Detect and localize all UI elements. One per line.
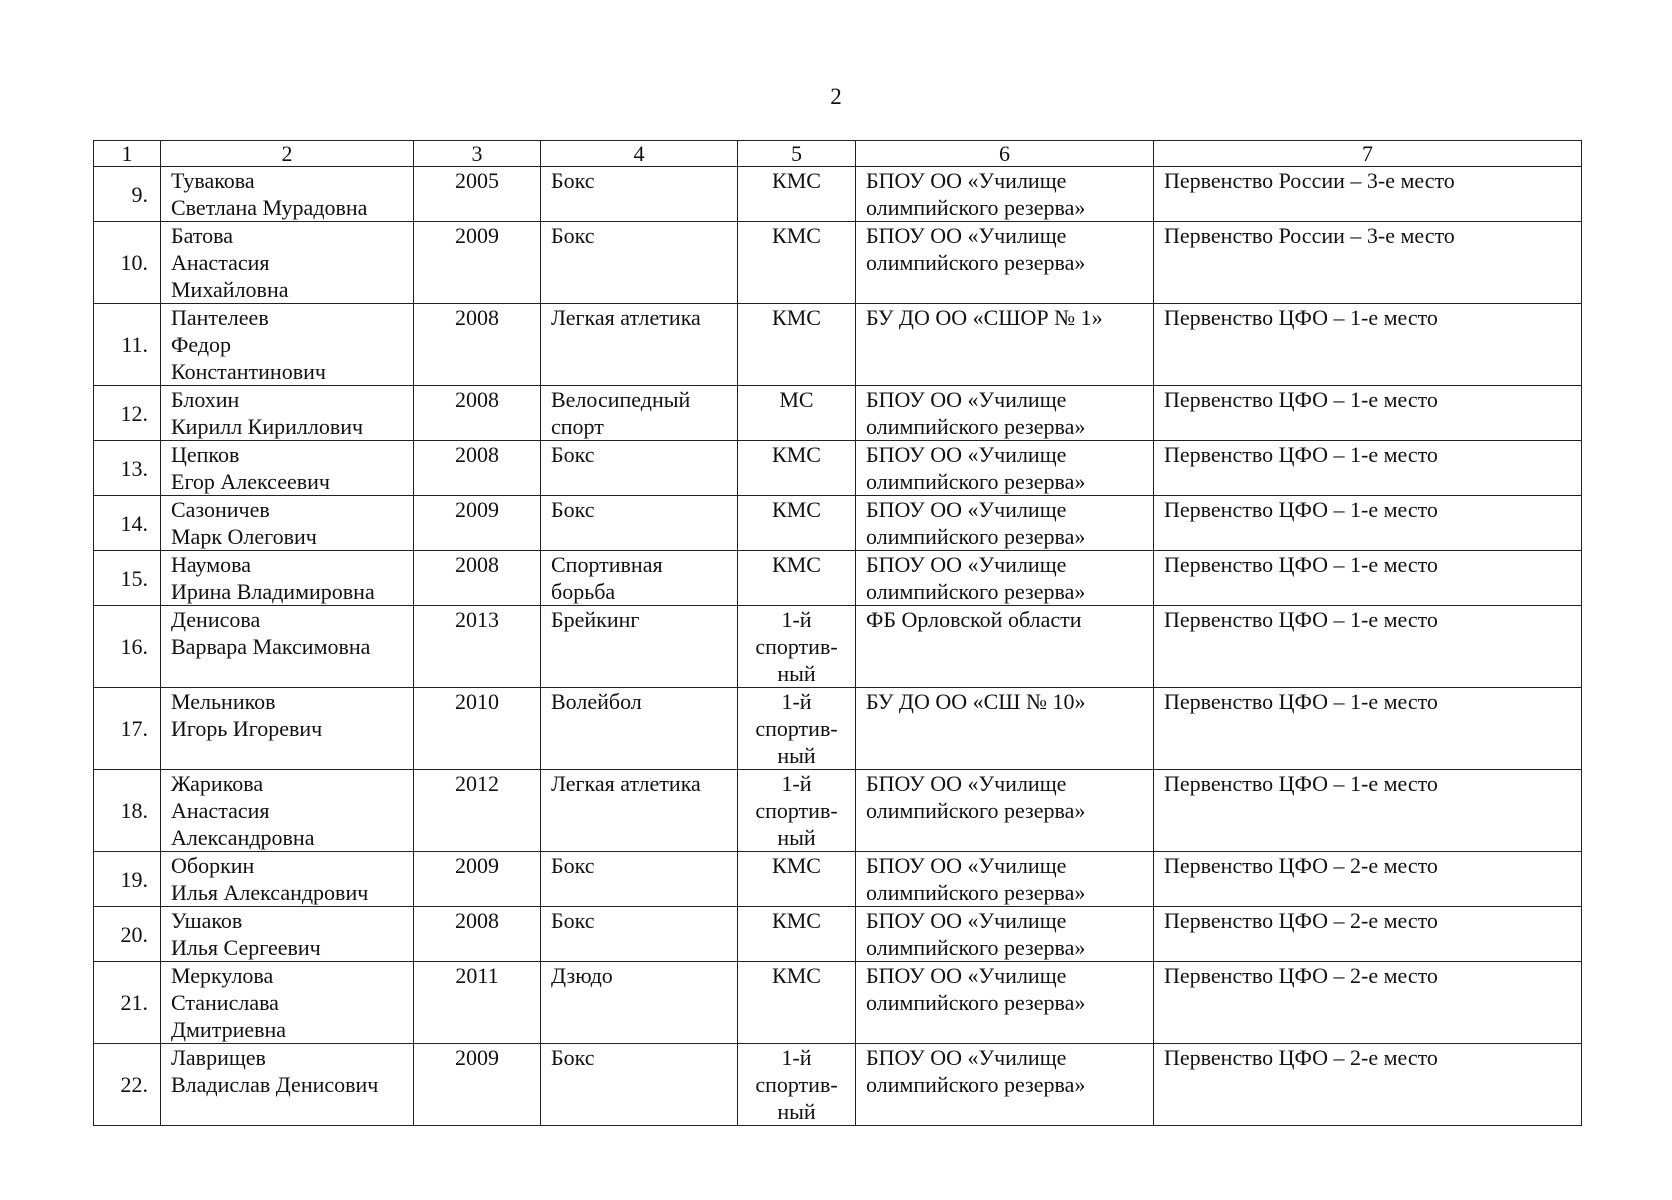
column-header: 1 bbox=[94, 141, 161, 167]
sport-rank: КМС bbox=[738, 907, 856, 962]
person-name: Сазоничев Марк Олегович bbox=[161, 496, 414, 551]
person-name: Наумова Ирина Владимировна bbox=[161, 551, 414, 606]
competition-result: Первенство ЦФО – 2-е место bbox=[1154, 1044, 1582, 1126]
sport-rank: КМС bbox=[738, 441, 856, 496]
sport-type: Бокс bbox=[541, 852, 738, 907]
organization: БПОУ ОО «Училище олимпийского резерва» bbox=[856, 222, 1154, 304]
organization: БПОУ ОО «Училище олимпийского резерва» bbox=[856, 551, 1154, 606]
sport-rank: 1-й спортив- ный bbox=[738, 688, 856, 770]
header-row bbox=[94, 141, 1582, 167]
table-row bbox=[94, 496, 1582, 551]
organization: БПОУ ОО «Училище олимпийского резерва» bbox=[856, 907, 1154, 962]
organization: БПОУ ОО «Училище олимпийского резерва» bbox=[856, 852, 1154, 907]
row-number: 22. bbox=[94, 1044, 161, 1126]
birth-year: 2012 bbox=[414, 770, 541, 852]
row-number: 21. bbox=[94, 962, 161, 1044]
person-name: Пантелеев Федор Константинович bbox=[161, 304, 414, 386]
sport-type: Велосипедный спорт bbox=[541, 386, 738, 441]
sport-rank: КМС bbox=[738, 304, 856, 386]
row-number: 9. bbox=[94, 167, 161, 222]
person-name: Денисова Варвара Максимовна bbox=[161, 606, 414, 688]
competition-result: Первенство России – 3-е место bbox=[1154, 167, 1582, 222]
row-number: 11. bbox=[94, 304, 161, 386]
person-name: Тувакова Светлана Мурадовна bbox=[161, 167, 414, 222]
sport-rank: КМС bbox=[738, 496, 856, 551]
sport-type: Легкая атлетика bbox=[541, 770, 738, 852]
row-number: 13. bbox=[94, 441, 161, 496]
birth-year: 2011 bbox=[414, 962, 541, 1044]
row-number: 18. bbox=[94, 770, 161, 852]
competition-result: Первенство ЦФО – 2-е место bbox=[1154, 852, 1582, 907]
row-number: 12. bbox=[94, 386, 161, 441]
page-number: 2 bbox=[830, 84, 842, 109]
table-row bbox=[94, 304, 1582, 386]
organization: БПОУ ОО «Училище олимпийского резерва» bbox=[856, 1044, 1154, 1126]
table-row bbox=[94, 852, 1582, 907]
birth-year: 2008 bbox=[414, 907, 541, 962]
column-header: 7 bbox=[1154, 141, 1582, 167]
row-number: 14. bbox=[94, 496, 161, 551]
birth-year: 2008 bbox=[414, 304, 541, 386]
sport-type: Бокс bbox=[541, 907, 738, 962]
person-name: Лаврищев Владислав Денисович bbox=[161, 1044, 414, 1126]
column-header: 4 bbox=[541, 141, 738, 167]
table-row bbox=[94, 167, 1582, 222]
row-number: 10. bbox=[94, 222, 161, 304]
sport-type: Бокс bbox=[541, 1044, 738, 1126]
organization: БУ ДО ОО «СШОР № 1» bbox=[856, 304, 1154, 386]
column-header: 6 bbox=[856, 141, 1154, 167]
sport-rank: 1-й спортив- ный bbox=[738, 1044, 856, 1126]
birth-year: 2013 bbox=[414, 606, 541, 688]
birth-year: 2009 bbox=[414, 1044, 541, 1126]
competition-result: Первенство России – 3-е место bbox=[1154, 222, 1582, 304]
row-number: 20. bbox=[94, 907, 161, 962]
birth-year: 2008 bbox=[414, 441, 541, 496]
organization: БПОУ ОО «Училище олимпийского резерва» bbox=[856, 770, 1154, 852]
birth-year: 2009 bbox=[414, 852, 541, 907]
sport-type: Спортивная борьба bbox=[541, 551, 738, 606]
sport-type: Волейбол bbox=[541, 688, 738, 770]
table-row bbox=[94, 770, 1582, 852]
competition-result: Первенство ЦФО – 1-е место bbox=[1154, 441, 1582, 496]
competition-result: Первенство ЦФО – 1-е место bbox=[1154, 606, 1582, 688]
sport-type: Бокс bbox=[541, 441, 738, 496]
sport-type: Бокс bbox=[541, 496, 738, 551]
column-header: 2 bbox=[161, 141, 414, 167]
awards-table bbox=[93, 140, 1582, 1126]
sport-type: Бокс bbox=[541, 167, 738, 222]
row-number: 17. bbox=[94, 688, 161, 770]
birth-year: 2005 bbox=[414, 167, 541, 222]
organization: БПОУ ОО «Училище олимпийского резерва» bbox=[856, 386, 1154, 441]
table-row bbox=[94, 606, 1582, 688]
birth-year: 2009 bbox=[414, 222, 541, 304]
sport-type: Брейкинг bbox=[541, 606, 738, 688]
person-name: Оборкин Илья Александрович bbox=[161, 852, 414, 907]
competition-result: Первенство ЦФО – 1-е место bbox=[1154, 496, 1582, 551]
organization: БПОУ ОО «Училище олимпийского резерва» bbox=[856, 167, 1154, 222]
organization: БПОУ ОО «Училище олимпийского резерва» bbox=[856, 441, 1154, 496]
birth-year: 2008 bbox=[414, 551, 541, 606]
table-row bbox=[94, 222, 1582, 304]
sport-type: Бокс bbox=[541, 222, 738, 304]
table-row bbox=[94, 551, 1582, 606]
competition-result: Первенство ЦФО – 1-е место bbox=[1154, 770, 1582, 852]
organization: ФБ Орловской области bbox=[856, 606, 1154, 688]
birth-year: 2008 bbox=[414, 386, 541, 441]
row-number: 15. bbox=[94, 551, 161, 606]
person-name: Мельников Игорь Игоревич bbox=[161, 688, 414, 770]
organization: БПОУ ОО «Училище олимпийского резерва» bbox=[856, 962, 1154, 1044]
sport-rank: МС bbox=[738, 386, 856, 441]
person-name: Цепков Егор Алексеевич bbox=[161, 441, 414, 496]
table-row bbox=[94, 386, 1582, 441]
table-row bbox=[94, 1044, 1582, 1126]
sport-type: Легкая атлетика bbox=[541, 304, 738, 386]
competition-result: Первенство ЦФО – 1-е место bbox=[1154, 304, 1582, 386]
sport-rank: КМС bbox=[738, 222, 856, 304]
table-row bbox=[94, 907, 1582, 962]
sport-type: Дзюдо bbox=[541, 962, 738, 1044]
birth-year: 2009 bbox=[414, 496, 541, 551]
sport-rank: КМС bbox=[738, 167, 856, 222]
competition-result: Первенство ЦФО – 1-е место bbox=[1154, 551, 1582, 606]
table-body bbox=[94, 167, 1582, 1126]
sport-rank: 1-й спортив- ный bbox=[738, 606, 856, 688]
sport-rank: КМС bbox=[738, 962, 856, 1044]
person-name: Батова Анастасия Михайловна bbox=[161, 222, 414, 304]
sport-rank: КМС bbox=[738, 852, 856, 907]
table-row bbox=[94, 441, 1582, 496]
column-header: 3 bbox=[414, 141, 541, 167]
row-number: 19. bbox=[94, 852, 161, 907]
competition-result: Первенство ЦФО – 2-е место bbox=[1154, 907, 1582, 962]
competition-result: Первенство ЦФО – 1-е место bbox=[1154, 688, 1582, 770]
person-name: Ушаков Илья Сергеевич bbox=[161, 907, 414, 962]
table-row bbox=[94, 688, 1582, 770]
person-name: Меркулова Станислава Дмитриевна bbox=[161, 962, 414, 1044]
row-number: 16. bbox=[94, 606, 161, 688]
birth-year: 2010 bbox=[414, 688, 541, 770]
sport-rank: КМС bbox=[738, 551, 856, 606]
organization: БПОУ ОО «Училище олимпийского резерва» bbox=[856, 496, 1154, 551]
organization: БУ ДО ОО «СШ № 10» bbox=[856, 688, 1154, 770]
sport-rank: 1-й спортив- ный bbox=[738, 770, 856, 852]
competition-result: Первенство ЦФО – 1-е место bbox=[1154, 386, 1582, 441]
table-row bbox=[94, 962, 1582, 1044]
person-name: Жарикова Анастасия Александровна bbox=[161, 770, 414, 852]
person-name: Блохин Кирилл Кириллович bbox=[161, 386, 414, 441]
competition-result: Первенство ЦФО – 2-е место bbox=[1154, 962, 1582, 1044]
column-header: 5 bbox=[738, 141, 856, 167]
